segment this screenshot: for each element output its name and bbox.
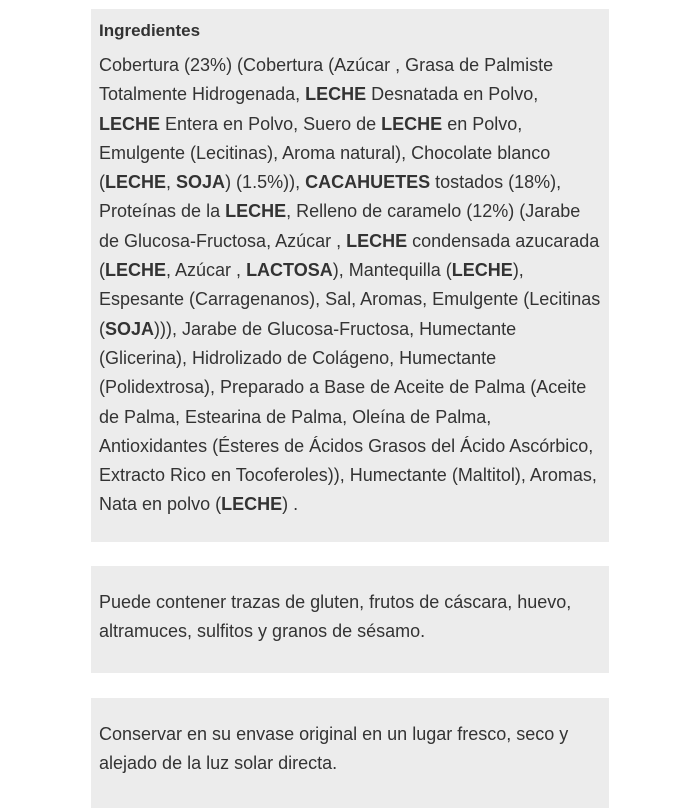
ingredient-segment: condensada azucarada ( bbox=[99, 230, 600, 281]
storage-text: Conservar en su envase original en un lugar fresco, seco y alejado de la luz solar directa. bbox=[99, 724, 569, 774]
allergen-highlight: LACTOSA bbox=[246, 260, 333, 281]
ingredients-text bbox=[99, 51, 601, 520]
allergen-highlight: SOJA bbox=[105, 318, 155, 339]
ingredient-segment: tostados (18%), Proteínas de la bbox=[99, 172, 562, 222]
ingredient-segment: en Polvo, Emulgente (Lecitinas), Aroma natural), Chocolate blanco ( bbox=[99, 113, 551, 193]
traces-panel bbox=[91, 566, 609, 673]
allergen-highlight: LECHE bbox=[99, 113, 161, 134]
ingredient-segment: , Relleno de caramelo (12%) (Jarabe de Glucosa-Fructosa, Azúcar , bbox=[99, 201, 581, 251]
ingredient-segment: Cobertura (23%) (Cobertura (Azúcar , Grasa de Palmiste Totalmente Hidrogenada, bbox=[99, 55, 554, 105]
allergen-highlight: LECHE bbox=[451, 260, 513, 281]
ingredient-segment: ) (1.5%)), bbox=[225, 172, 306, 193]
ingredients-heading: Ingredientes bbox=[99, 21, 201, 40]
ingredient-segment: ), Mantequilla ( bbox=[332, 260, 452, 281]
traces-text: Puede contener trazas de gluten, frutos de cáscara, huevo, altramuces, sulfitos y granos de sésamo. bbox=[99, 592, 572, 642]
ingredient-segment: , bbox=[166, 172, 177, 193]
ingredient-segment: ))), Jarabe de Glucosa-Fructosa, Humectante (Glicerina), Hidrolizado de Colágeno, Humectante (Polidextrosa), Preparado a Base de Aceite de Palma (Aceite de Palma, Estearina de Palma, Oleína de Palma, Antioxidantes (Ésteres de Ácidos Grasos del Ácido Ascórbico, Extracto Rico en Tocoferoles)), Humectante (Maltitol), Aromas, Nata en polvo ( bbox=[99, 318, 597, 515]
allergen-highlight: CACAHUETES bbox=[305, 172, 431, 193]
allergen-highlight: LECHE bbox=[225, 201, 287, 222]
ingredient-segment: , Azúcar , bbox=[166, 260, 247, 281]
ingredient-segment: Desnatada en Polvo, bbox=[366, 84, 539, 105]
ingredient-segment: Entera en Polvo, Suero de bbox=[160, 113, 382, 134]
ingredients-panel bbox=[91, 9, 609, 542]
allergen-highlight: LECHE bbox=[381, 113, 443, 134]
allergen-highlight: LECHE bbox=[346, 230, 408, 251]
allergen-highlight: LECHE bbox=[305, 84, 367, 105]
allergen-highlight: LECHE bbox=[105, 172, 167, 193]
allergen-highlight: LECHE bbox=[221, 494, 283, 515]
allergen-highlight: SOJA bbox=[176, 172, 226, 193]
allergen-highlight: LECHE bbox=[105, 260, 167, 281]
storage-panel bbox=[91, 698, 609, 808]
ingredient-segment: ), Espesante (Carragenanos), Sal, Aromas, Emulgente (Lecitinas ( bbox=[99, 260, 601, 339]
ingredient-segment: ) . bbox=[282, 494, 299, 515]
